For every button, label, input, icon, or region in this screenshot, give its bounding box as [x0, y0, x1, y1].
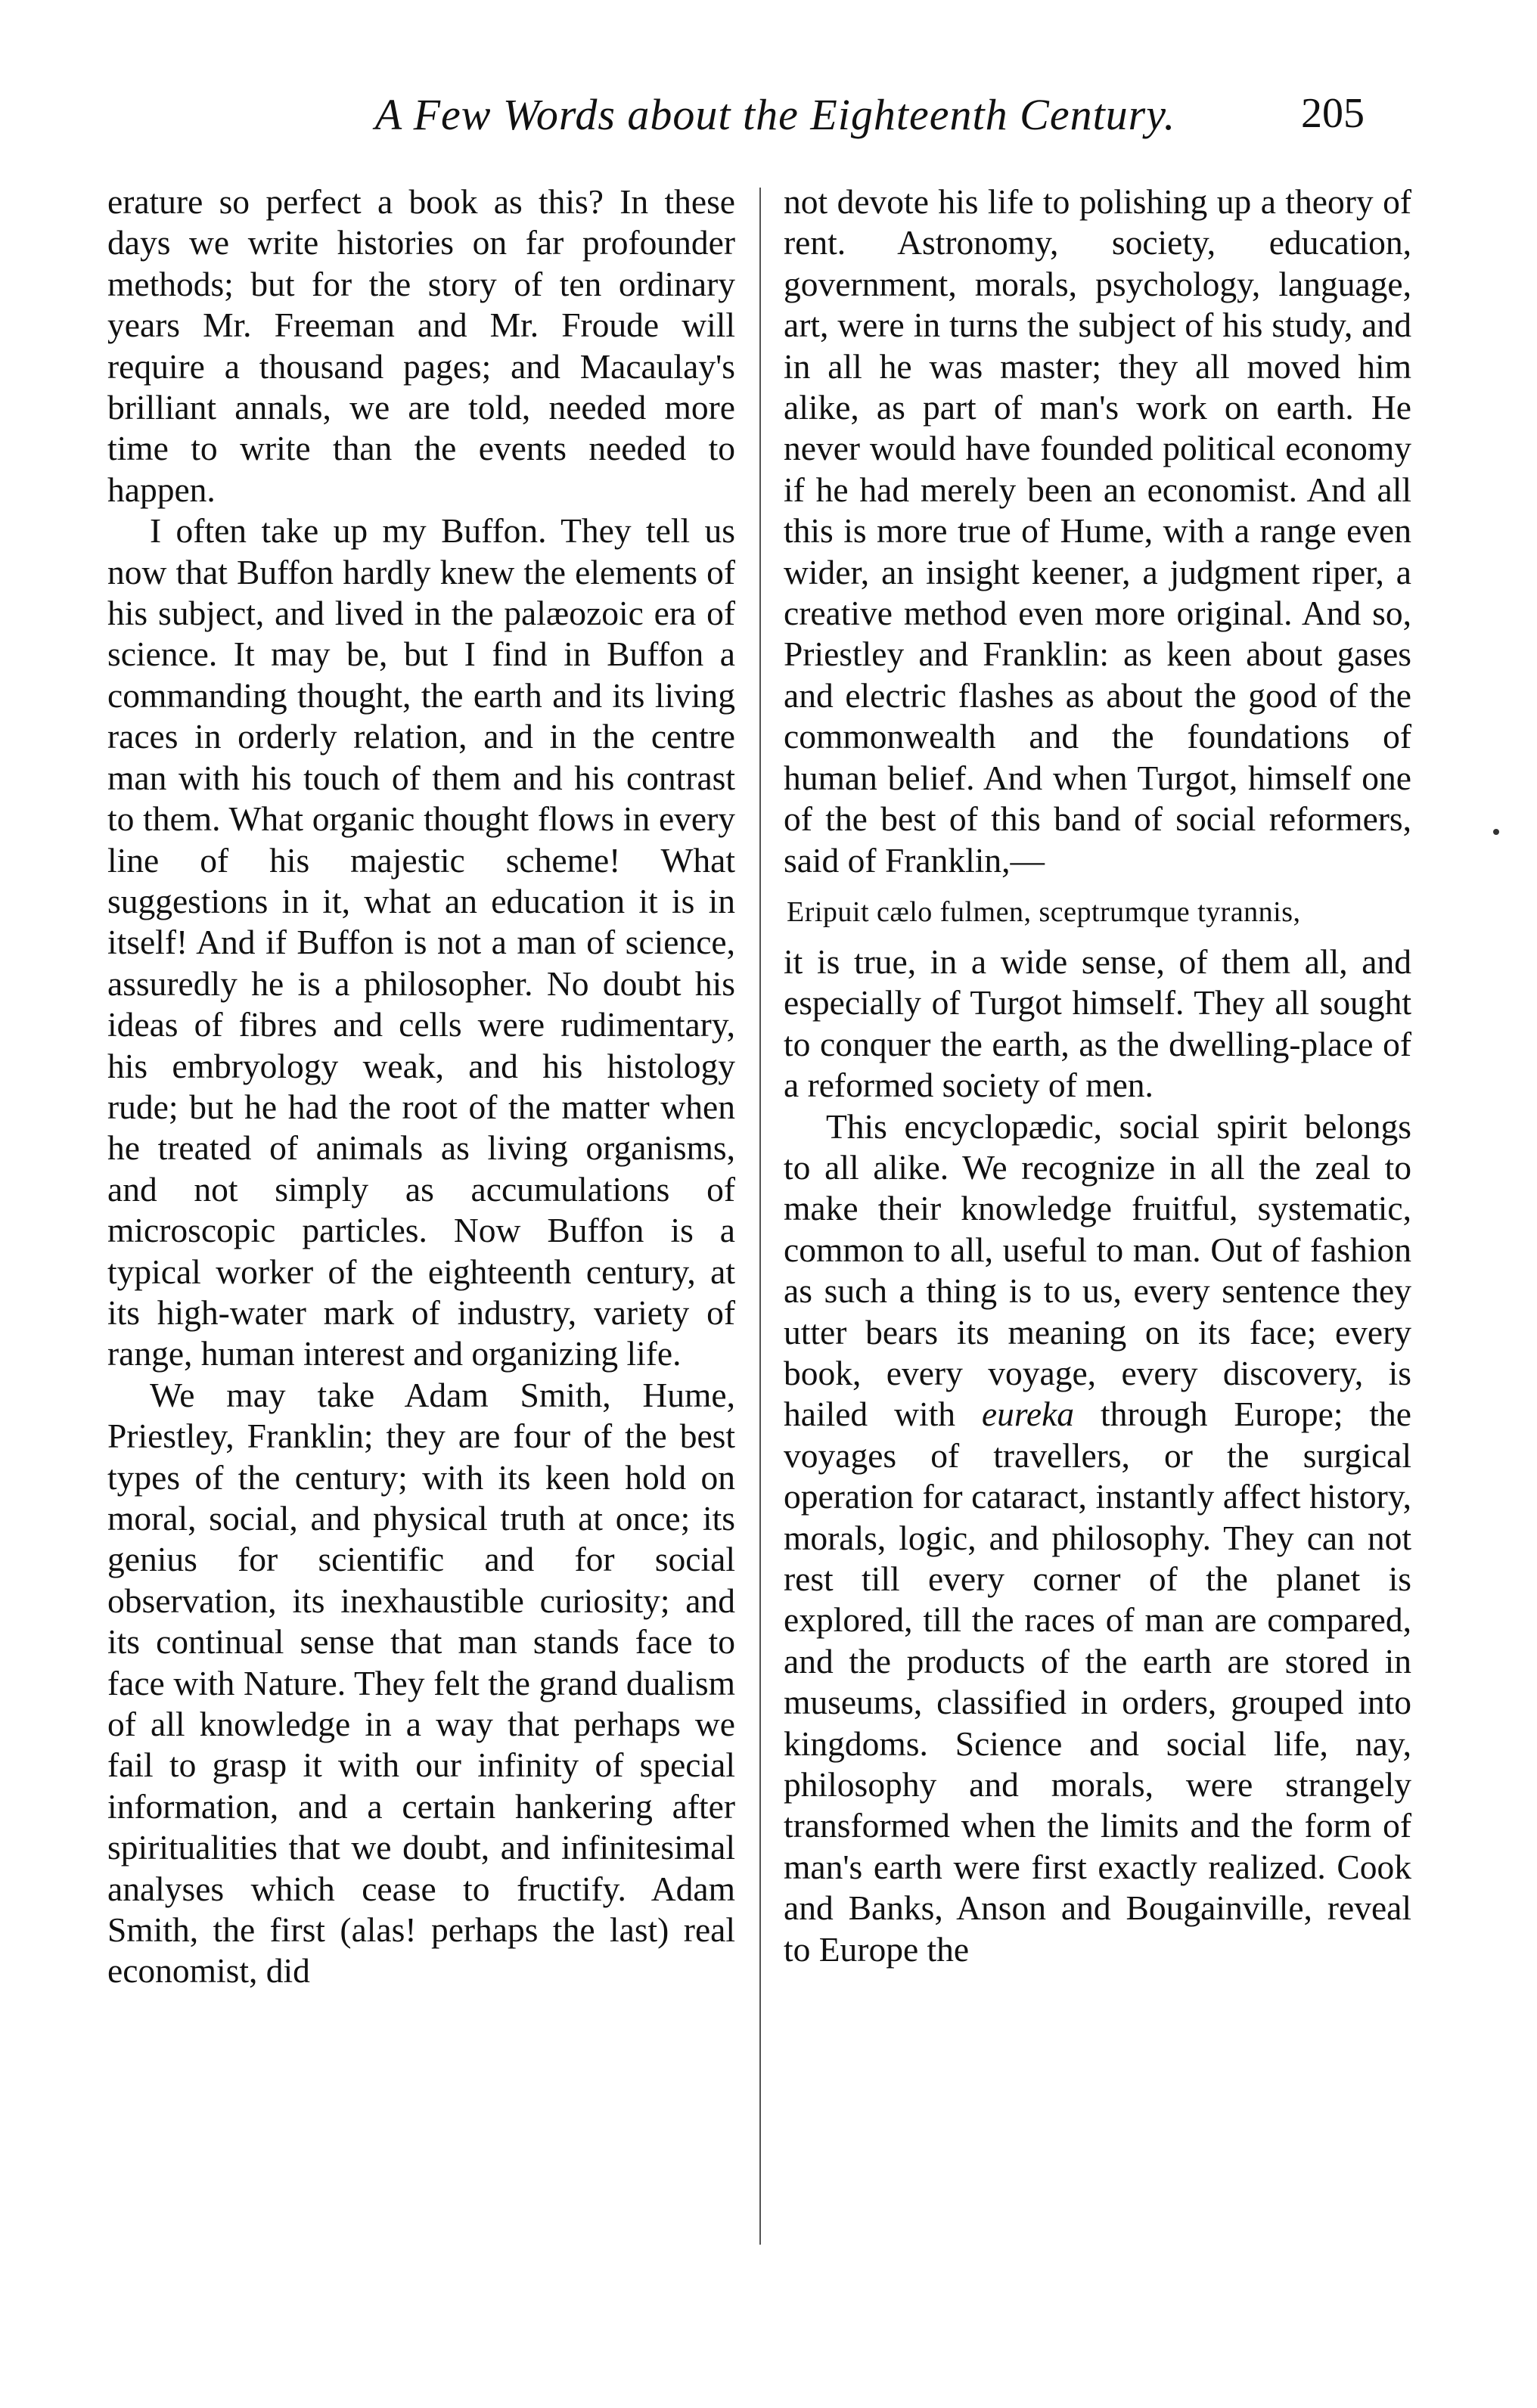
paragraph-text: through Europe; the voyages of travellers, or the surgical operation for cataract, instantly affect history, morals, logic, and philosophy. They can not rest till every corner of the planet is explored, till the races of man are compared, and the products of the earth are stored in museums, classified in orders, grouped into kingdoms. Science and social life, nay, philosophy and morals, were strangely transformed when the limits and the form of man's earth were first exactly realized. Cook and Banks, Anson and Bougainville, reveal to Europe the [784, 1395, 1411, 1969]
paragraph-text: This encyclopædic, social spirit belongs to all alike. We recognize in all the zeal to make their knowledge fruitful, systematic, common to all, useful to man. Out of fashion as such a thing is to us, every sentence they utter bears its meaning on its face; every book, every voyage, every discovery, is hailed with [784, 1106, 1411, 1434]
running-title: A Few Words about the Eighteenth Century. [374, 90, 1176, 139]
paragraph: not devote his life to polishing up a theory of rent. Astronomy, society, education, government, morals, psychology, language, art, were in turns the subject of his study, and in all he was master; they all moved him alike, as part of man's work on earth. He never would have founded political economy if he had merely been an economist. And all this is more true of Hume, with a range even wider, an insight keener, a judgment riper, a creative method even more original. And so, Priestley and Franklin: as keen about gases and electric flashes as about the good of the commonwealth and the foundations of human belief. And when Turgot, himself one of the best of this band of social reformers, said of Franklin,— [784, 182, 1411, 880]
paragraph [784, 1106, 1411, 1971]
page-header [0, 89, 1537, 157]
paragraph: erature so perfect a book as this? In these days we write histories on far profounder methods; but for the story of ten ordinary years Mr. Freeman and Mr. Froude will require a thousand pages; and Macaulay's brilliant annals, we are told, needed more time to write than the events needed to happen. [107, 182, 735, 509]
paragraph: We may take Adam Smith, Hume, Priestley, Franklin; they are four of the best types of the century; with its keen hold on moral, social, and physical truth at once; its genius for scientific and for social observation, its inexhaustible curiosity; and its continual sense that man stands face to face with Nature. They felt the grand dualism of all knowledge in a way that perhaps we fail to grasp it with our infinity of special information, and a certain hankering after spiritualities that we doubt, and infinitesimal analyses which cease to fructify. Adam Smith, the first (alas! perhaps the last) real economist, did [107, 1375, 735, 1991]
ink-speck [1493, 829, 1499, 835]
column-divider [759, 188, 761, 2245]
paragraph: I often take up my Buffon. They tell us now that Buffon hardly knew the elements of his subject, and lived in the palæozoic era of science. It may be, but I find in Buffon a commanding thought, the earth and its living races in orderly relation, and in the centre man with his touch of them and his contrast to them. What organic thought flows in every line of his majestic scheme! What suggestions in it, what an education it is in itself! And if Buffon is not a man of science, assuredly he is a philosopher. No doubt his ideas of fibres and cells were rudimentary, his embryology weak, and his histology rude; but he had the root of the matter when he treated of animals as living organisms, and not simply as accumulations of microscopic particles. Now Buffon is a typical worker of the eighteenth century, at its high-water mark of industry, variety of range, human interest and organizing life. [107, 511, 735, 1373]
left-column [107, 182, 735, 1992]
paragraph: it is true, in a wide sense, of them all, and especially of Turgot himself. They all sought to conquer the earth, as the dwelling-place of a reformed society of men. [784, 942, 1411, 1105]
latin-quotation: Eripuit cælo fulmen, sceptrumque tyrannis, [787, 895, 1301, 928]
emphasized-word: eureka [981, 1395, 1075, 1434]
right-column [784, 182, 1411, 1970]
page-number: 205 [1301, 90, 1365, 137]
